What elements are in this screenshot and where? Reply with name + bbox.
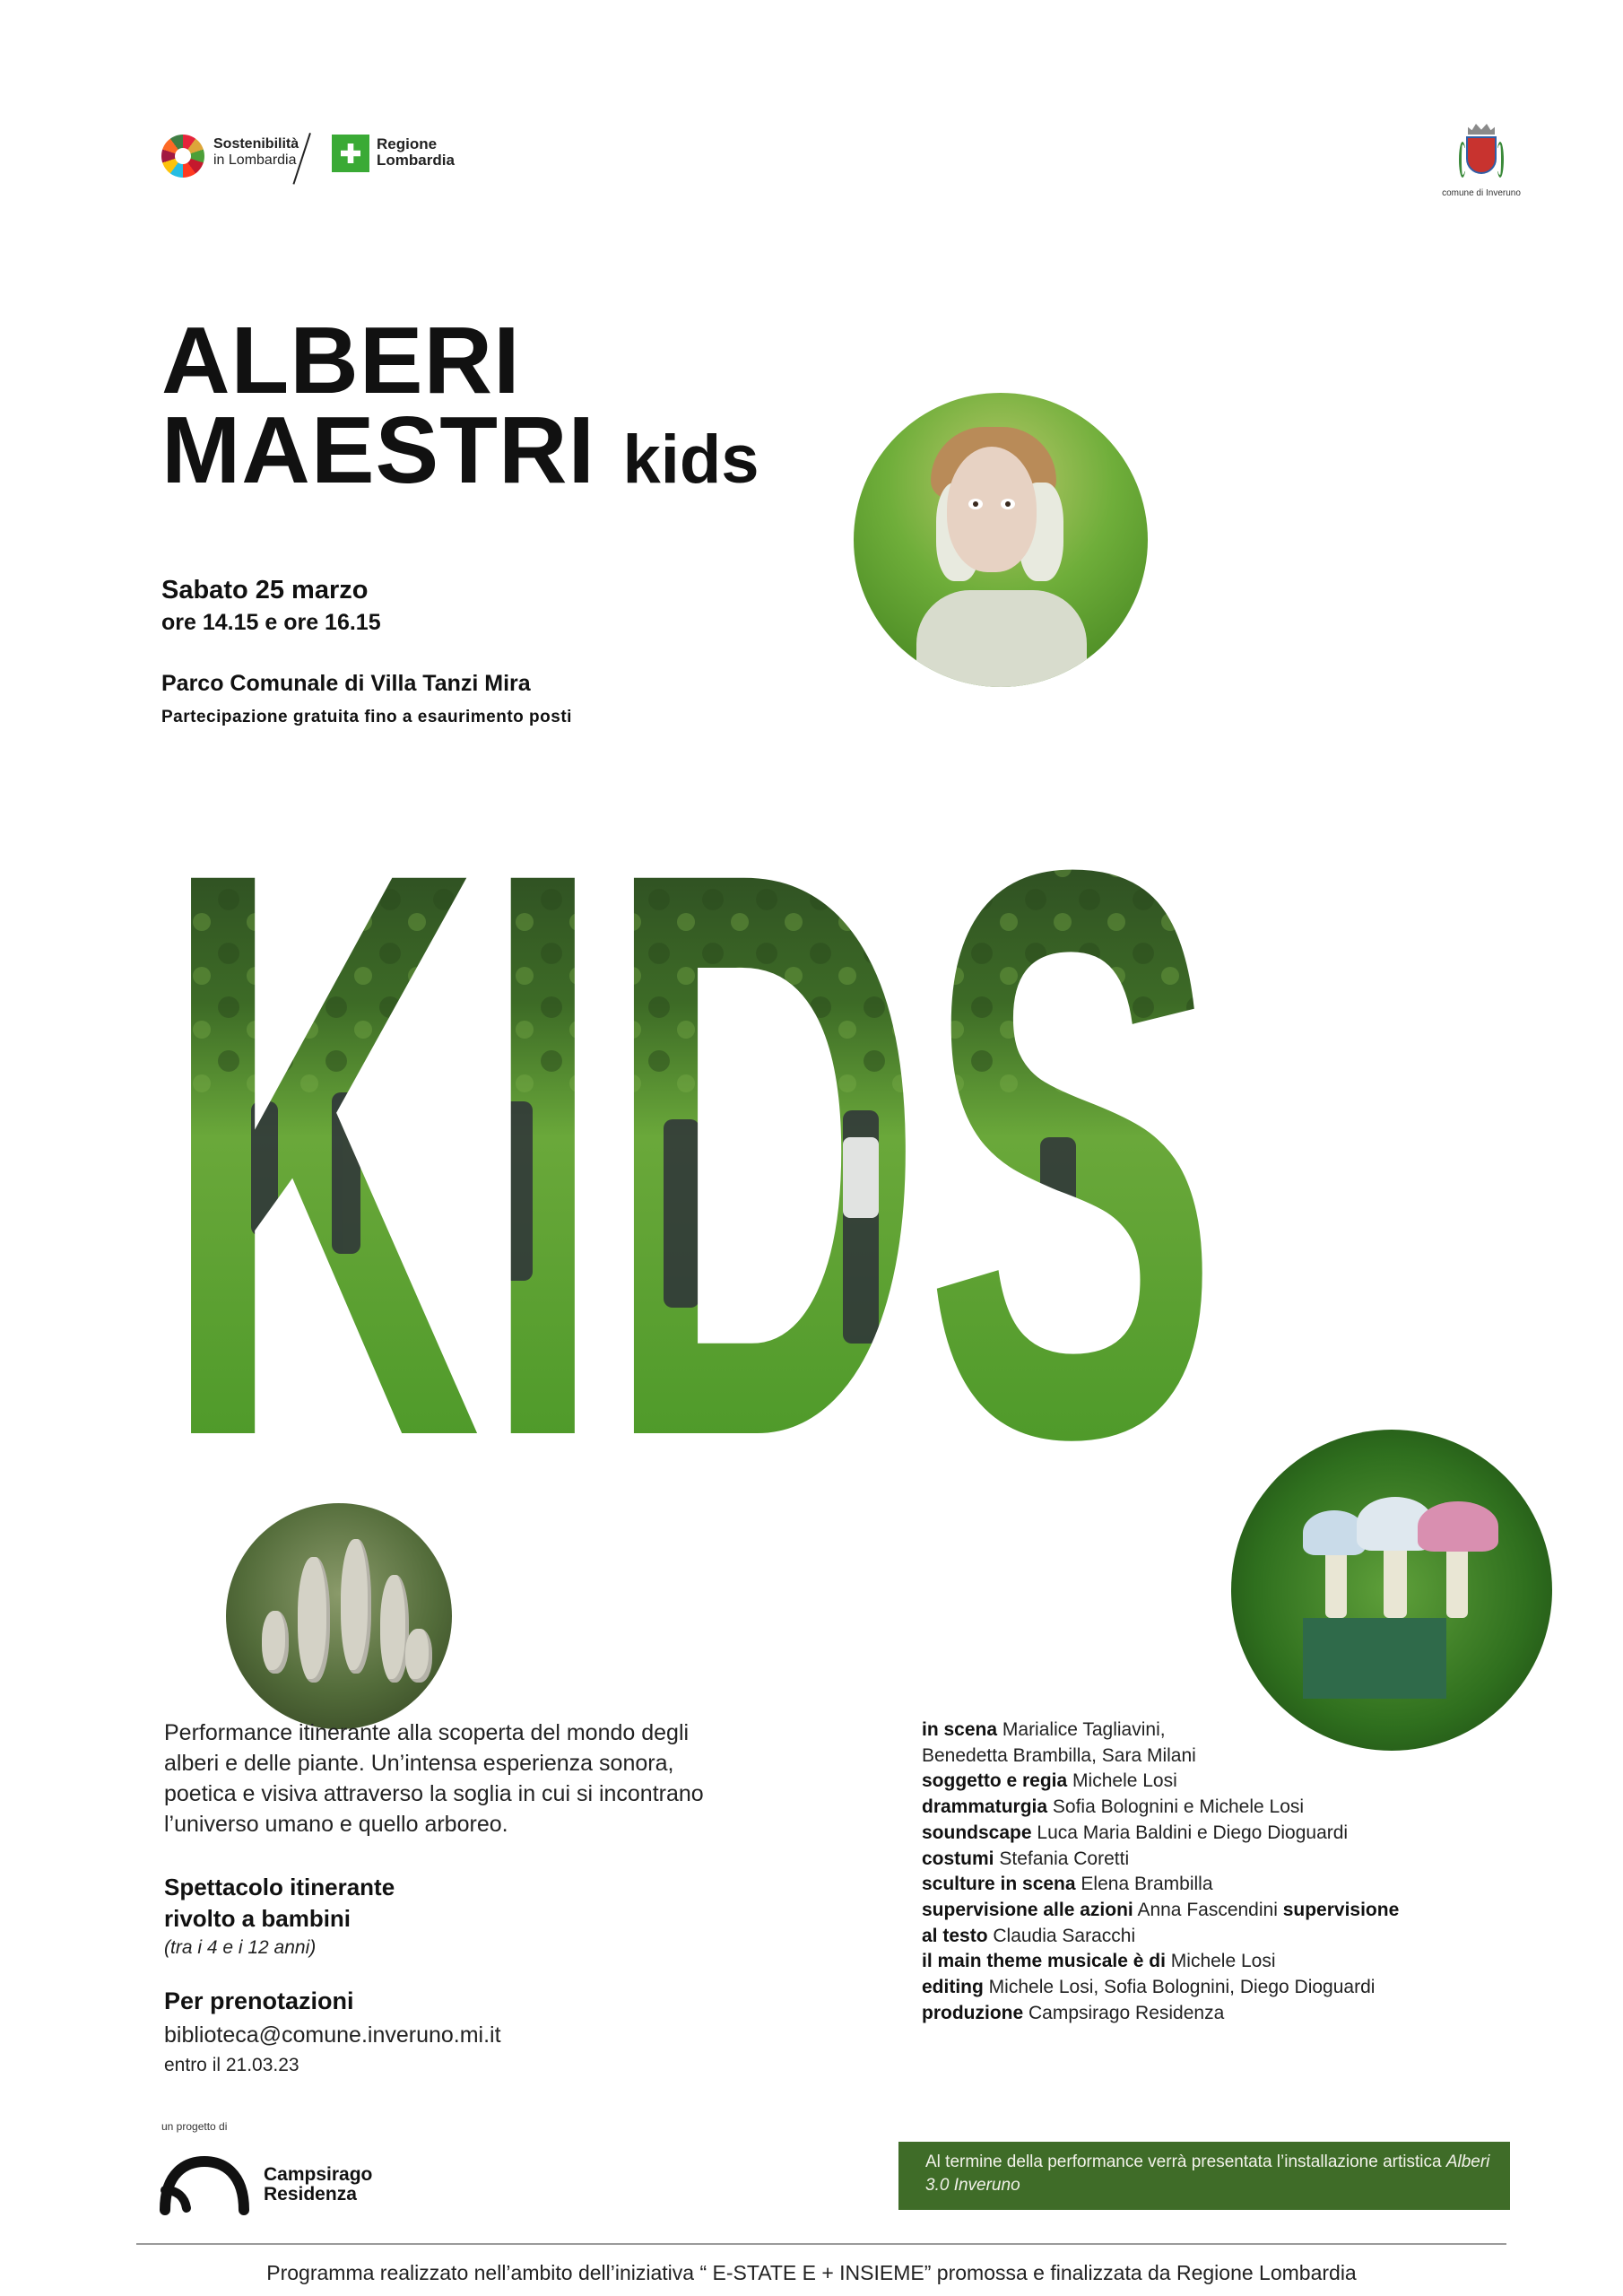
campsirago-name-line2: Residenza xyxy=(264,2184,357,2205)
credit-line: il main theme musicale è di Michele Losi xyxy=(922,1951,1276,1972)
stone-sculptures-photo xyxy=(226,1503,452,1729)
event-place: Parco Comunale di Villa Tanzi Mira xyxy=(161,671,531,696)
sost-logo-line1: Sostenibilità xyxy=(213,136,299,152)
credit-line: costumi Stefania Coretti xyxy=(922,1848,1130,1869)
event-title xyxy=(161,308,759,505)
sost-logo-line2: in Lombardia xyxy=(213,152,297,168)
event-times: ore 14.15 e ore 16.15 xyxy=(161,610,381,635)
installation-note xyxy=(898,2142,1510,2210)
sostenibilita-lombardia-logo xyxy=(161,133,466,187)
installation-title: Alberi 3.0 Inveruno xyxy=(925,2152,1490,2195)
installation-note-text: Al termine della performance verrà presentata l’installazione artistica xyxy=(925,2152,1446,2171)
show-type-line1: Spettacolo itinerante xyxy=(164,1874,395,1900)
credit-line: supervisione alle azioni Anna Fascendini supervisione xyxy=(922,1899,1400,1920)
credit-line: editing Michele Losi, Sofia Bolognini, Diego Dioguardi xyxy=(922,1977,1376,1998)
mushroom-installation-photo xyxy=(1231,1430,1552,1751)
footer-divider xyxy=(136,2243,1506,2245)
project-label: un progetto di xyxy=(161,2120,228,2133)
kids-photo-lettering xyxy=(161,832,1219,1442)
municipal-crest-icon xyxy=(1459,124,1504,183)
credit-line: soundscape Luca Maria Baldini e Diego Dioguardi xyxy=(922,1822,1349,1843)
title-line1: ALBERI xyxy=(161,308,521,413)
comune-inveruno-logo xyxy=(1428,124,1535,198)
performer-photo xyxy=(854,393,1148,687)
regione-logo-line1: Regione xyxy=(377,135,438,152)
booking-deadline: entro il 21.03.23 xyxy=(164,2055,299,2075)
credit-line: in scena Marialice Tagliavini, xyxy=(922,1719,1166,1740)
lombardia-cross-icon xyxy=(332,135,369,172)
title-line2: MAESTRI xyxy=(161,397,595,503)
credit-line: drammaturgia Sofia Bolognini e Michele Losi xyxy=(922,1796,1305,1818)
sdg-wheel-icon xyxy=(161,135,204,178)
age-range: (tra i 4 e i 12 anni) xyxy=(164,1937,317,1958)
campsirago-name-line1: Campsirago xyxy=(264,2164,373,2185)
booking-email-link[interactable]: biblioteca@comune.inveruno.mi.it xyxy=(164,2022,501,2048)
footer-text: Programma realizzato nell’ambito dell’iniziativa “ E-STATE E + INSIEME” promossa e finalizzata da Regione Lombardia xyxy=(266,2261,1357,2284)
credits-list xyxy=(922,1718,1549,2026)
credit-line: sculture in scena Elena Brambilla xyxy=(922,1874,1213,1895)
credit-line: al testo Claudia Saracchi xyxy=(922,1925,1136,1946)
show-type-line2: rivolto a bambini xyxy=(164,1905,352,1932)
credit-line: Benedetta Brambilla, Sara Milani xyxy=(922,1744,1196,1766)
show-type xyxy=(164,1872,395,1935)
regione-logo-line2: Lombardia xyxy=(377,152,455,169)
participation-note: Partecipazione gratuita fino a esaurimento posti xyxy=(161,708,572,726)
campsirago-logo xyxy=(160,2151,393,2215)
performance-description: Performance itinerante alla scoperta del mondo degli alberi e delle piante. Un’intensa esperienza sonora, poetica e visiva attraverso la soglia in cui si incontrano l’universo umano e quello arboreo. xyxy=(164,1720,704,1837)
campsirago-arc-icon xyxy=(160,2154,251,2215)
booking-label: Per prenotazioni xyxy=(164,1987,354,2014)
comune-label: comune di Inveruno xyxy=(1442,188,1521,198)
title-suffix: kids xyxy=(622,422,759,498)
event-date: Sabato 25 marzo xyxy=(161,576,369,604)
credit-line: produzione Campsirago Residenza xyxy=(922,2002,1225,2023)
credit-line: soggetto e regia Michele Losi xyxy=(922,1770,1177,1792)
